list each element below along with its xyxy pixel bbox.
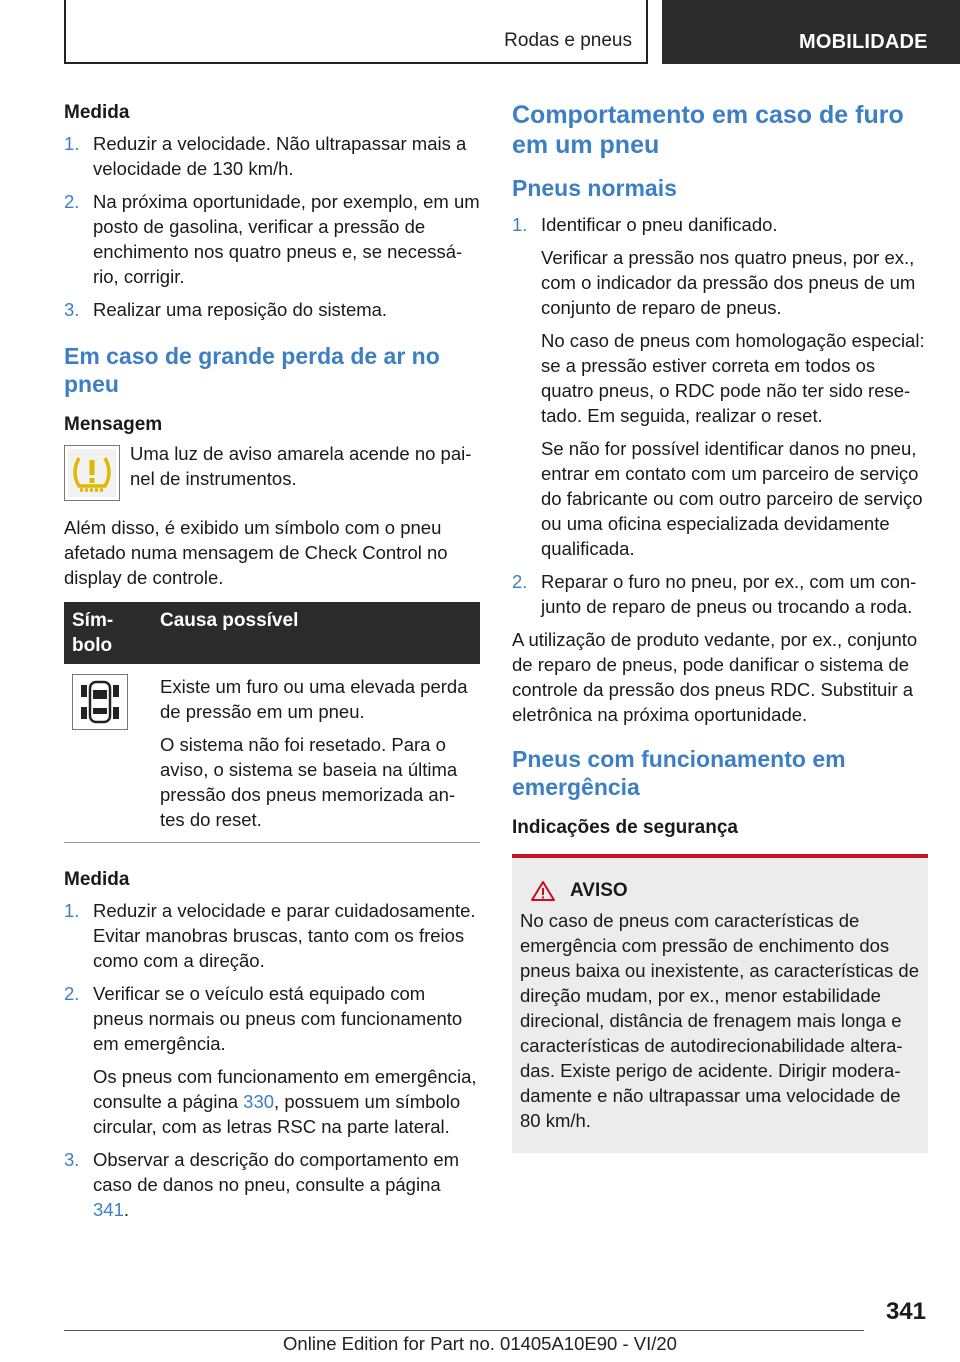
tire-pressure-warning-icon [64,445,120,501]
list-item: 3. Observar a descrição do comportamento em caso de danos no pneu, consulte a página 341. [64,1149,460,1220]
message-block [64,445,480,501]
message-label: Mensagem [64,414,163,435]
subsection-heading: Pneus normais [512,175,677,201]
list-item: 1. Reduzir a velocidade. Não ultrapassar mais a velocidade de 130 km/h. [64,133,467,179]
footer-divider [64,1330,864,1331]
symbol-table [64,602,480,843]
list-item: 3. Realizar uma reposição do sistema. [64,299,388,320]
page-number: 341 [885,1298,926,1325]
warning-text: No caso de pneus com características de emergência com pressão de enchimento dos pneus baixa ou inexistente, as características de direção mudam, por ex., menor estabilidade direcional, distância de frenagem mais longa e características de autodirecionabilidade alteradas. Existe perigo de acidente. Dirigir moderadamente e não ultrapassar uma velocidade de 80 km/h. [520,910,920,1131]
table-header-cause: Causa possível [152,602,480,664]
car-tire-position-icon [72,674,128,730]
measure-label: Medida [64,102,130,123]
page-link-341[interactable]: 341 [93,1199,124,1220]
normal-tire-steps [512,212,928,619]
page-link-330[interactable]: 330 [243,1091,275,1112]
warning-triangle-icon [530,880,556,902]
table-header-symbol: Símbolo [64,602,152,664]
list-item: 1. Identificar o pneu danificado. Verificar a pressão nos quatro pneus, por ex., com o indicador da pressão dos pneus de um conjunto de reparo de pneus. No caso de pneus com homologação especial: se a pressão estiver correta em todos os quatro pneus, o RDC pode não ter sido resetado. Em seguida, realizar o reset. Se não for possível identificar danos no pneu, entrar em contato com um parceiro de serviço do fabricante ou com outro parceiro de serviço ou uma oficina especializada devidamente qualificada. [512,214,925,559]
list-item: 2. Reparar o furo no pneu, por ex., com um conjunto de reparo de pneus ou trocando a roda. [512,571,917,617]
measure-label: Medida [64,869,130,890]
list-item: 1. Reduzir a velocidade e parar cuidadosamente. Evitar manobras bruscas, tanto com os freios como com a direção. [64,900,476,971]
list-item: 2. Na próxima oportunidade, por exemplo, em um posto de gasolina, verificar a pressão de enchimento nos quatro pneus e, se necessário, corrigir. [64,191,480,287]
measure-steps [64,898,480,1222]
subsection-heading: Pneus com funcionamento em emergência [512,746,846,800]
left-column [64,100,480,1230]
safety-label: Indicações de segurança [512,817,738,838]
cause-text: O sistema não foi resetado. Para o aviso, o sistema se baseia na última pressão dos pneus memorizada antes do reset. [160,734,458,830]
chapter-title: MOBILIDADE [662,0,960,64]
table-row [64,664,480,843]
measure-steps [64,131,480,322]
section-heading: Comportamento em caso de furo em um pneu [512,101,904,159]
cause-text: Existe um furo ou uma elevada perda de pressão em um pneu. [160,676,468,722]
warning-title: AVISO [570,880,628,901]
warning-box [512,854,928,1153]
section-heading: Em caso de grande perda de ar no pneu [64,343,440,397]
message-text: Uma luz de aviso amarela acende no painel de instrumentos. [130,443,472,489]
footer-edition: Online Edition for Part no. 01405A10E90 - VI/20 [283,1333,677,1354]
right-column [512,100,928,1153]
section-title: Rodas e pneus [504,30,632,51]
page-header [0,0,960,66]
table-header [64,602,480,664]
paragraph: Além disso, é exibido um símbolo com o pneu afetado numa mensagem de Check Control no display de controle. [64,517,448,588]
header-section-box [64,0,648,64]
list-item: 2. Verificar se o veículo está equipado com pneus normais ou pneus com funcionamento em emergência. Os pneus com funcionamento em emergência, consulte a página 330, possuem um símbolo circular, com as letras RSC na parte lateral. [64,983,477,1137]
paragraph: A utilização de produto vedante, por ex., conjunto de reparo de pneus, pode danificar o sistema de controle da pressão dos pneus RDC. Substituir a eletrônica na próxima oportunidade. [512,629,918,725]
